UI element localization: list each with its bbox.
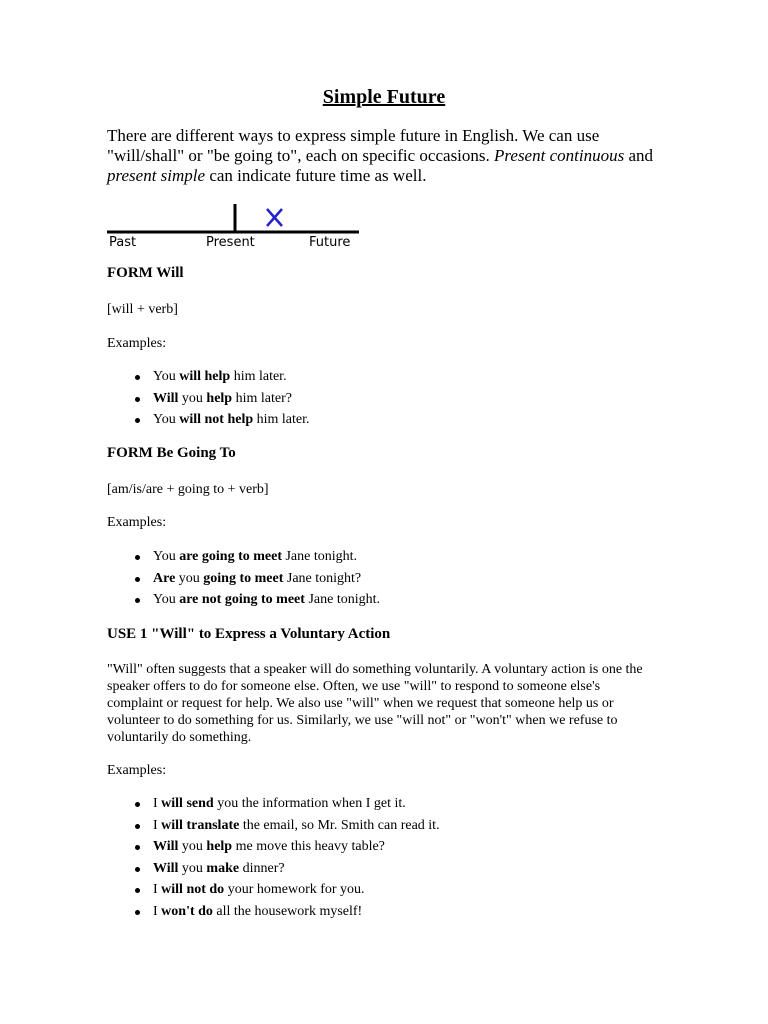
- timeline-diagram: [107, 200, 362, 252]
- timeline-svg: [107, 200, 362, 252]
- example-text: You: [153, 592, 180, 607]
- example-item: [107, 409, 310, 431]
- example-text: Jane tonight?: [283, 570, 362, 586]
- example-bold-text: are going to meet: [179, 549, 282, 564]
- use1-paragraph: "Will" often suggests that a speaker will do something voluntarily. A voluntary action is one the speaker offers to do for someone else. Often, we use "will" to respond to someone else's complaint or request for help. We also use "will" when we request that someone help us or volunteer to do something for us. Similarly, we use "will not" or "won't" when we refuse to voluntarily do something.: [107, 662, 643, 745]
- example-item: [107, 858, 440, 880]
- example-text: him later.: [253, 412, 310, 427]
- example-item: [107, 836, 440, 858]
- example-text: I: [153, 796, 162, 811]
- example-bold-text: help: [206, 839, 233, 854]
- example-text: Jane tonight.: [281, 549, 358, 564]
- form-going-formula: [am/is/are + going to + verb]: [107, 482, 269, 497]
- example-text: You: [153, 412, 180, 427]
- example-bold-text: will send: [161, 796, 214, 811]
- example-text: you the information when I get it.: [213, 796, 406, 811]
- form-will-examples: [107, 366, 310, 431]
- form-will-formula: [will + verb]: [107, 302, 178, 317]
- example-text: You: [153, 369, 180, 384]
- example-bold-text: going to meet: [203, 570, 284, 586]
- use1-heading: USE 1 "Will" to Express a Voluntary Action: [107, 626, 391, 642]
- example-text: Jane tonight.: [304, 592, 380, 607]
- example-text: you: [178, 839, 207, 854]
- example-item: [107, 546, 380, 568]
- example-text: all the housework myself!: [212, 903, 363, 919]
- example-text: you: [178, 390, 207, 406]
- example-item: [107, 879, 440, 901]
- intro-text-2: and: [624, 146, 653, 165]
- intro-italic-1: Present continuous: [494, 146, 625, 165]
- example-text: him later?: [232, 390, 292, 406]
- example-text: your homework for you.: [224, 882, 365, 897]
- future-marker-icon: [267, 209, 282, 226]
- timeline-label-present: Present: [206, 235, 255, 250]
- example-bold-text: will translate: [161, 817, 240, 833]
- example-item: [107, 793, 440, 815]
- example-text: I: [153, 882, 162, 897]
- example-text: I: [153, 903, 162, 919]
- example-bold-text: help: [206, 390, 233, 406]
- example-text: You: [153, 549, 180, 564]
- example-text: I: [153, 817, 162, 833]
- example-item: [107, 589, 380, 611]
- example-text: you: [178, 860, 207, 876]
- form-will-examples-label: Examples:: [107, 336, 167, 351]
- example-item: [107, 366, 310, 388]
- form-going-heading: FORM Be Going To: [107, 445, 236, 461]
- example-bold-text: Will: [153, 860, 179, 876]
- example-text: you: [175, 570, 204, 586]
- intro-italic-2: present simple: [107, 166, 206, 185]
- example-bold-text: are not going to meet: [179, 592, 305, 607]
- use1-examples-label: Examples:: [107, 763, 167, 778]
- example-bold-text: make: [206, 860, 240, 876]
- example-bold-text: Are: [153, 570, 176, 586]
- example-bold-text: Will: [153, 390, 179, 406]
- example-bold-text: will not do: [161, 882, 225, 897]
- form-going-examples: [107, 546, 380, 611]
- example-item: [107, 568, 380, 590]
- intro-paragraph: [107, 126, 667, 186]
- example-item: [107, 388, 310, 410]
- form-going-examples-label: Examples:: [107, 515, 167, 530]
- example-bold-text: will help: [179, 369, 231, 384]
- example-text: dinner?: [239, 860, 285, 876]
- example-text: me move this heavy table?: [232, 839, 385, 854]
- use1-examples: [107, 793, 440, 922]
- example-item: [107, 815, 440, 837]
- page-title: Simple Future: [322, 86, 446, 108]
- example-item: [107, 901, 440, 923]
- example-bold-text: will not help: [179, 412, 254, 427]
- intro-text-1: There are different ways to express simple future in English. We can use "will/shall" or "be going to", each on specific occasions.: [107, 126, 600, 165]
- intro-text-3: can indicate future time as well.: [205, 166, 427, 185]
- form-will-heading: FORM Will: [107, 265, 184, 281]
- example-text: the email, so Mr. Smith can read it.: [239, 817, 440, 833]
- timeline-label-future: Future: [309, 235, 351, 250]
- timeline-label-past: Past: [109, 235, 137, 250]
- example-bold-text: Will: [153, 839, 179, 854]
- example-bold-text: won't do: [161, 903, 213, 919]
- example-text: him later.: [230, 369, 287, 384]
